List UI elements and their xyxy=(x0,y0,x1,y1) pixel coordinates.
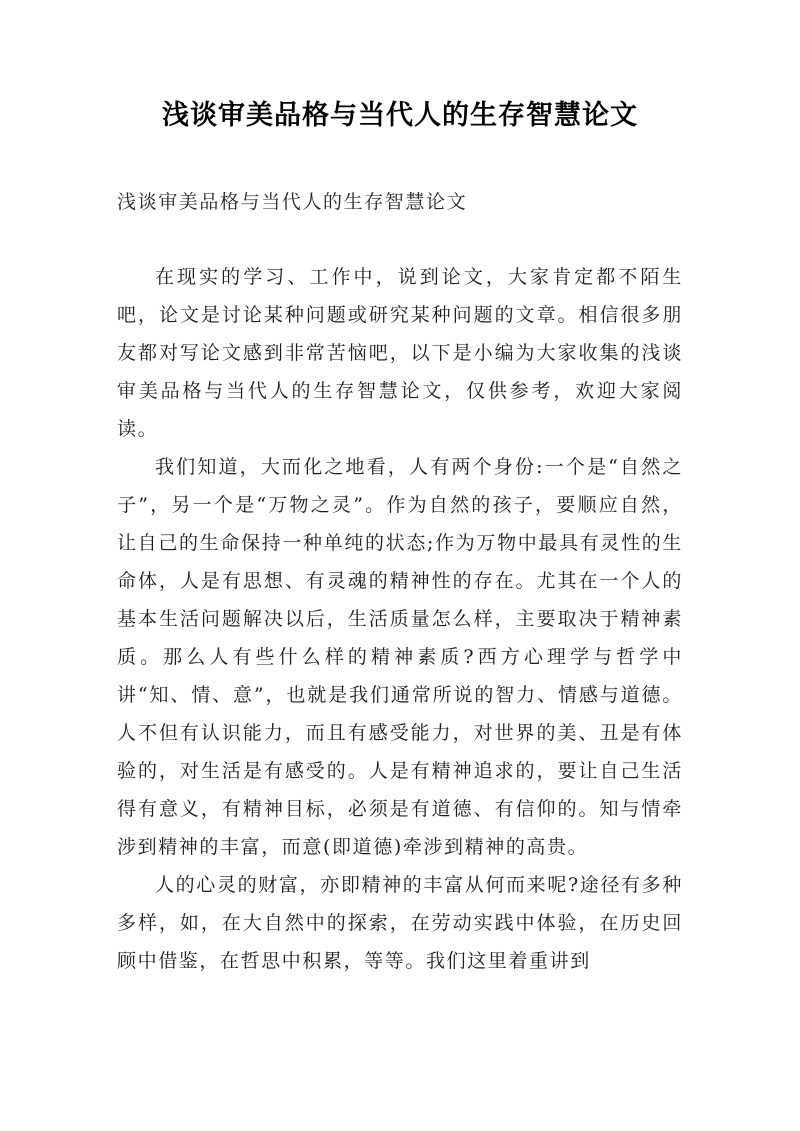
document-body xyxy=(117,258,683,980)
document-subtitle: 浅谈审美品格与当代人的生存智慧论文 xyxy=(117,191,468,213)
body-paragraph-3: 人的心灵的财富，亦即精神的丰富从何而来呢?途径有多种多样，如，在大自然中的探索，在劳动实践中体验，在历史回顾中借鉴，在哲思中积累，等等。我们这里着重讲到 xyxy=(117,874,683,972)
body-paragraph-1: 在现实的学习、工作中，说到论文，大家肯定都不陌生吧，论文是讨论某种问题或研究某种问题的文章。相信很多朋友都对写论文感到非常苦恼吧，以下是小编为大家收集的浅谈审美品格与当代人的生存智慧论文，仅供参考，欢迎大家阅读。 xyxy=(117,266,683,440)
body-paragraph-2: 我们知道，大而化之地看，人有两个身份:一个是“自然之子”，另一个是“万物之灵”。作为自然的孩子，要顺应自然，让自己的生命保持一种单纯的状态;作为万物中最具有灵性的生命体，人是有思想、有灵魂的精神性的存在。尤其在一个人的基本生活问题解决以后，生活质量怎么样，主要取决于精神素质。那么人有些什么样的精神素质?西方心理学与哲学中讲“知、情、意”，也就是我们通常所说的智力、情感与道德。人不但有认识能力，而且有感受能力，对世界的美、丑是有体验的，对生活是有感受的。人是有精神追求的，要让自己生活得有意义，有精神目标，必须是有道德、有信仰的。知与情牵涉到精神的丰富，而意(即道德)牵涉到精神的高贵。 xyxy=(117,456,683,858)
document-title: 浅谈审美品格与当代人的生存智慧论文 xyxy=(162,100,638,131)
